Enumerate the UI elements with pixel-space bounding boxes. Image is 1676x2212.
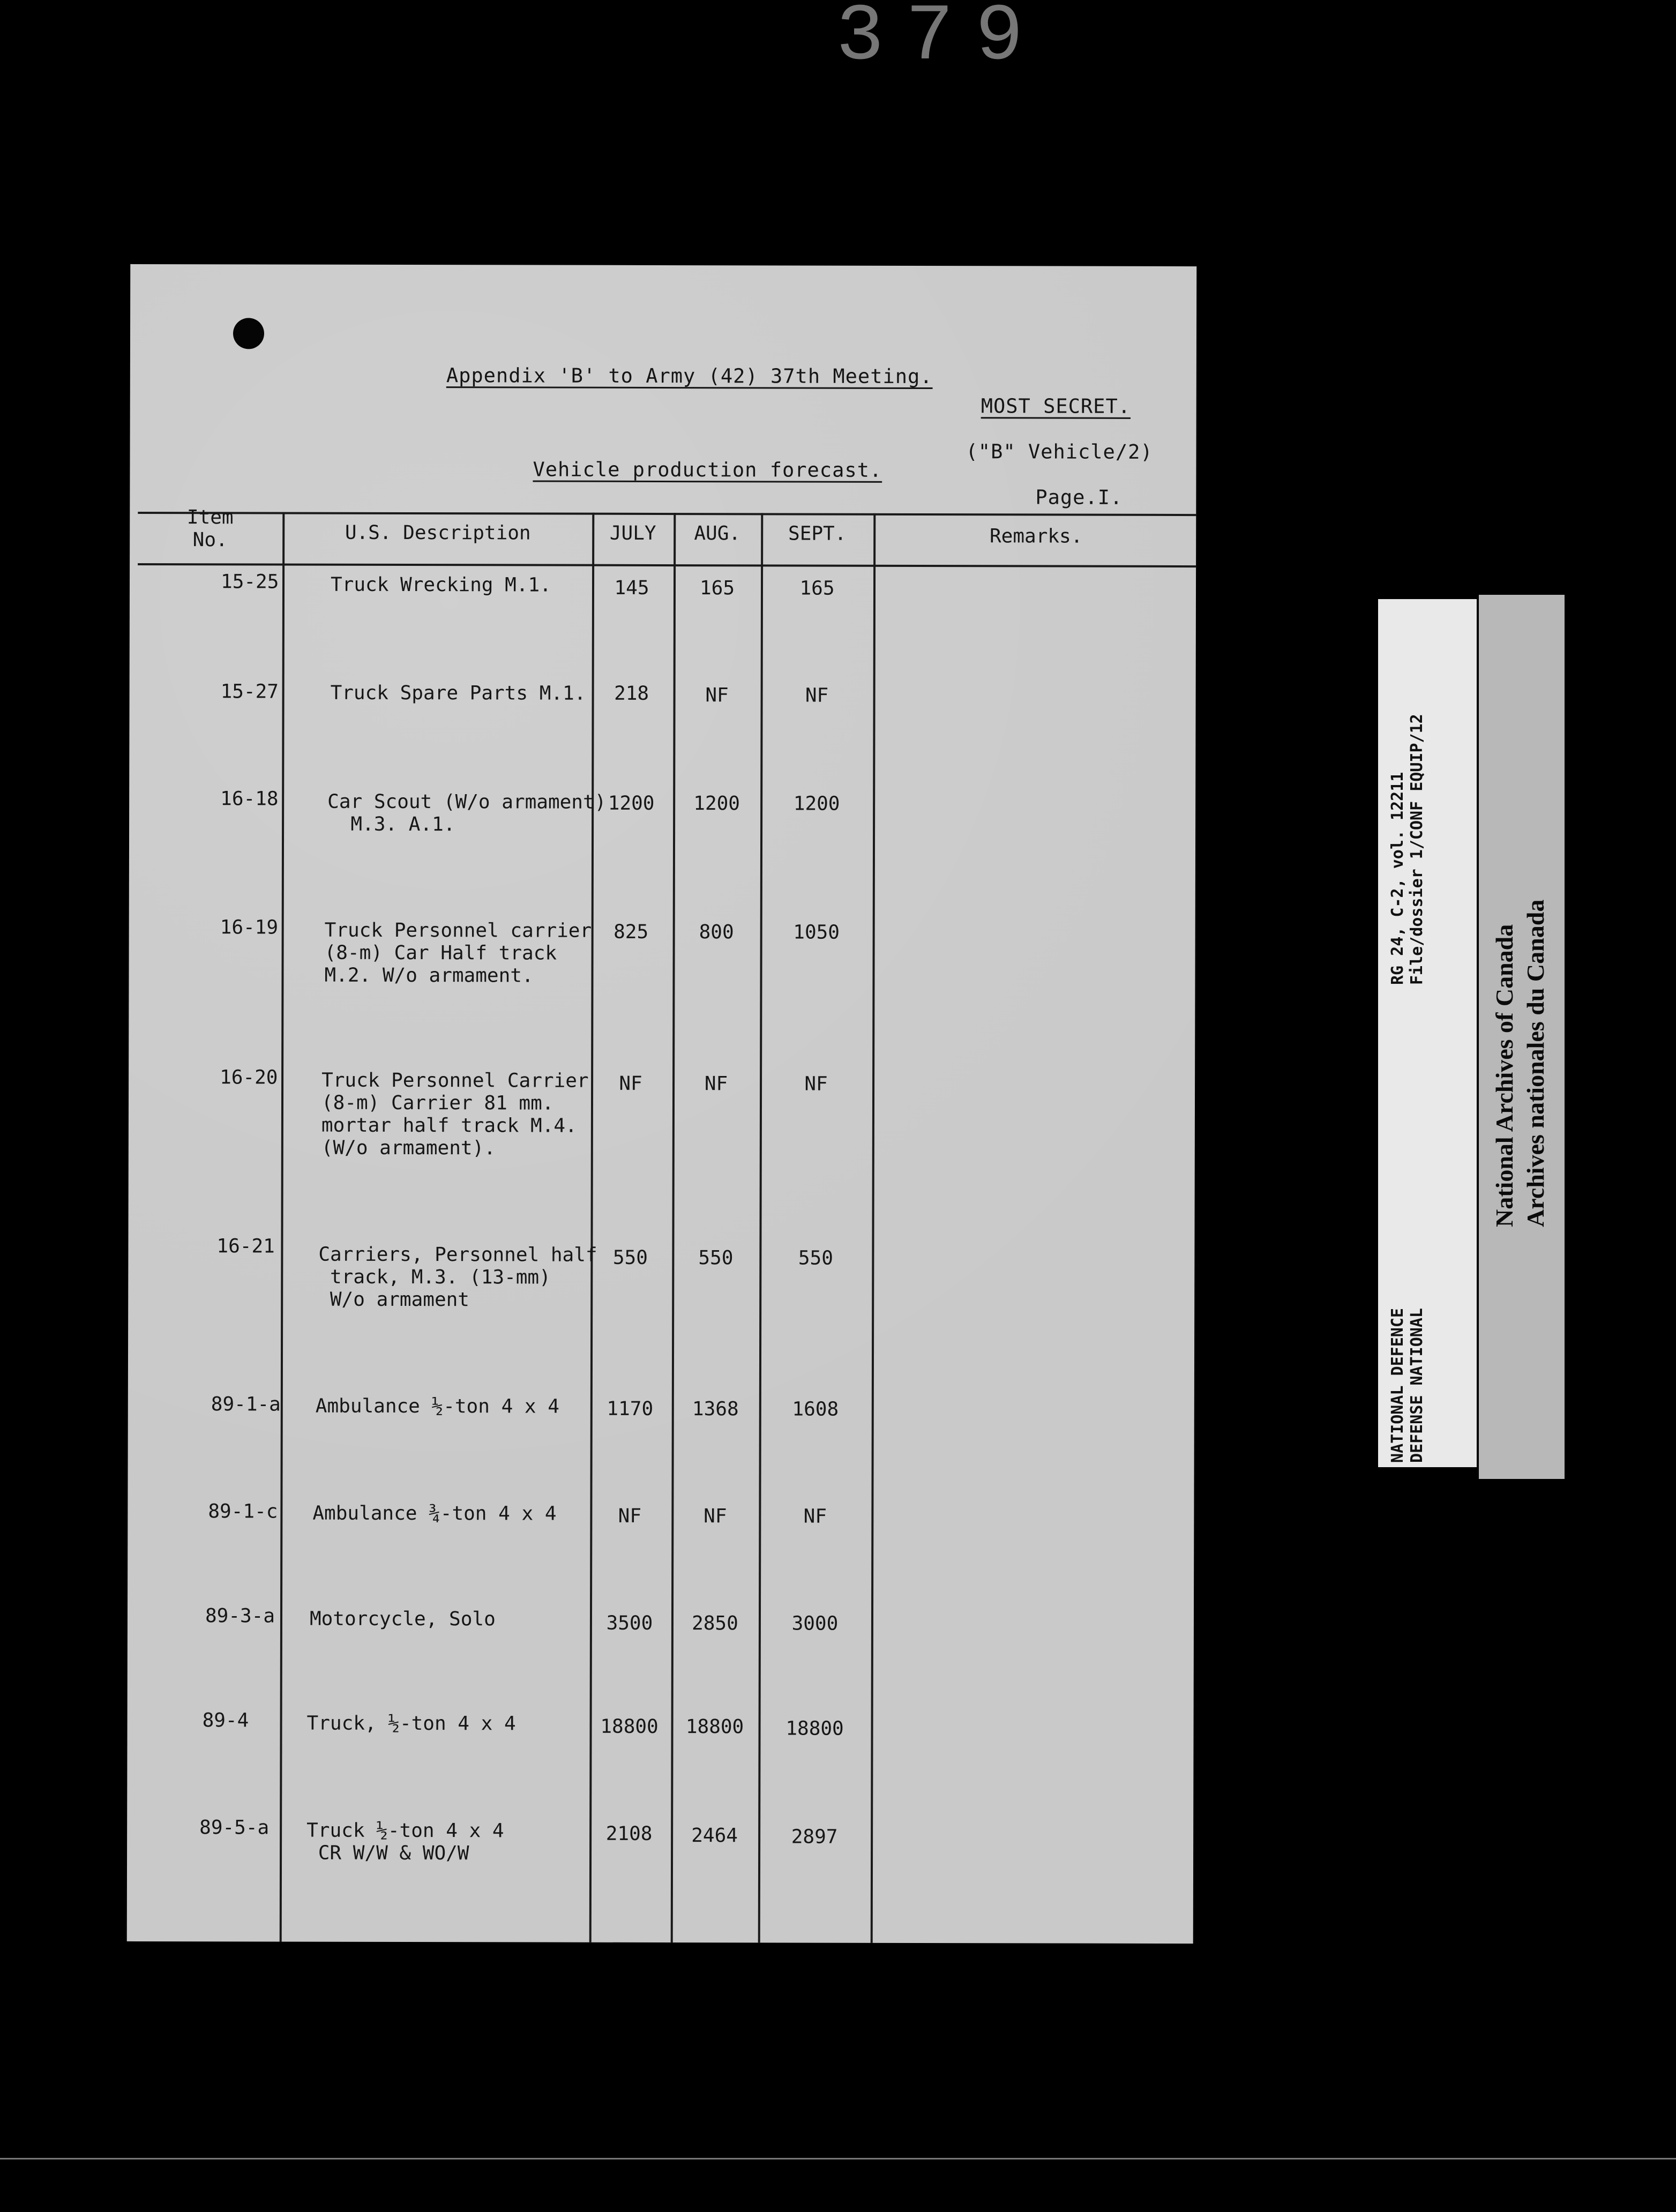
column-divider bbox=[280, 512, 285, 1942]
aug-value: NF bbox=[705, 684, 729, 707]
sept-value: 3000 bbox=[791, 1612, 839, 1635]
item-description: Car Scout (W/o armament) M.3. A.1. bbox=[327, 790, 607, 836]
item-description: Truck Spare Parts M.1. bbox=[330, 682, 586, 705]
document-title: Vehicle production forecast. bbox=[533, 458, 882, 482]
july-value: 1200 bbox=[608, 792, 655, 814]
column-header-aug: AUG. bbox=[694, 522, 741, 545]
item-number: 89-5-a bbox=[199, 1817, 270, 1839]
sept-value: 1200 bbox=[793, 793, 840, 815]
aug-value: 1368 bbox=[692, 1398, 739, 1421]
item-description: Truck ½-ton 4 x 4 CR W/W & WO/W bbox=[306, 1819, 504, 1865]
item-description: Truck Personnel Carrier (8-m) Carrier 81 mm. mortar half track M.4. (W/o armament). bbox=[321, 1069, 589, 1160]
column-divider bbox=[871, 513, 876, 1943]
item-number: 16-19 bbox=[220, 916, 279, 939]
aug-value: NF bbox=[704, 1073, 728, 1095]
item-number: 89-3-a bbox=[205, 1605, 275, 1627]
sept-value: 165 bbox=[799, 577, 835, 600]
column-header-description: U.S. Description bbox=[345, 521, 531, 544]
archive-reference-line-1: RG 24, C-2, vol. 12211 bbox=[1388, 772, 1407, 985]
table-top-rule bbox=[138, 512, 1196, 516]
july-value: 3500 bbox=[606, 1612, 653, 1634]
item-number: 16-18 bbox=[220, 788, 279, 810]
july-value: 18800 bbox=[600, 1715, 659, 1738]
item-number: 15-27 bbox=[220, 681, 279, 703]
item-description: Ambulance ¾-ton 4 x 4 bbox=[312, 1502, 557, 1525]
aug-value: 165 bbox=[699, 577, 735, 600]
july-value: NF bbox=[618, 1505, 642, 1527]
july-value: 825 bbox=[613, 921, 649, 943]
classification-label: MOST SECRET. bbox=[981, 394, 1131, 418]
item-number: 16-21 bbox=[216, 1235, 275, 1258]
item-description: Truck Wrecking M.1. bbox=[330, 573, 551, 596]
sept-value: NF bbox=[805, 684, 829, 707]
item-description: Carriers, Personnel half track, M.3. (13-mm) W/o armament bbox=[318, 1243, 597, 1311]
item-description: Ambulance ½-ton 4 x 4 bbox=[315, 1395, 560, 1418]
item-number: 16-20 bbox=[220, 1066, 278, 1089]
sept-value: 18800 bbox=[785, 1717, 844, 1740]
sept-value: NF bbox=[804, 1073, 828, 1095]
appendix-heading: Appendix 'B' to Army (42) 37th Meeting. bbox=[446, 364, 933, 388]
july-value: 550 bbox=[612, 1246, 648, 1269]
sept-value: 1050 bbox=[793, 921, 840, 944]
sept-value: 2897 bbox=[791, 1826, 838, 1848]
aug-value: NF bbox=[704, 1505, 727, 1528]
archives-label-french: Archives nationales du Canada bbox=[1522, 899, 1549, 1227]
archive-reference-stamp bbox=[1378, 599, 1477, 1467]
punch-hole bbox=[233, 318, 264, 349]
sept-value: 550 bbox=[798, 1247, 833, 1269]
aug-value: 550 bbox=[698, 1247, 734, 1269]
july-value: 218 bbox=[614, 682, 649, 705]
item-number: 15-25 bbox=[220, 571, 279, 593]
aug-value: 18800 bbox=[685, 1716, 744, 1738]
aug-value: 2464 bbox=[691, 1825, 738, 1847]
aug-value: 800 bbox=[699, 921, 734, 944]
column-header-sept: SEPT. bbox=[788, 522, 847, 545]
department-line-1: NATIONAL DEFENCE bbox=[1388, 1308, 1407, 1463]
column-header-item-no: Item No. bbox=[186, 506, 234, 551]
item-number: 89-4 bbox=[202, 1709, 249, 1732]
production-table bbox=[135, 506, 1196, 1944]
department-line-2: DEFENSE NATIONAL bbox=[1408, 1308, 1426, 1463]
microfilm-edge-line bbox=[0, 2158, 1676, 2159]
item-description: Motorcycle, Solo bbox=[309, 1608, 496, 1631]
july-value: 1170 bbox=[607, 1398, 654, 1420]
document-reference: ("B" Vehicle/2) bbox=[966, 440, 1153, 464]
column-header-remarks: Remarks. bbox=[989, 525, 1083, 548]
july-value: NF bbox=[619, 1072, 642, 1095]
aug-value: 1200 bbox=[693, 793, 740, 815]
sept-value: NF bbox=[803, 1505, 827, 1528]
header-bottom-rule bbox=[138, 563, 1196, 567]
archive-reference-line-2: File/dossier 1/CONF EQUIP/12 bbox=[1408, 714, 1426, 985]
national-archives-label bbox=[1479, 595, 1565, 1479]
item-description: Truck, ½-ton 4 x 4 bbox=[306, 1712, 516, 1735]
page-number: Page.I. bbox=[1035, 485, 1123, 509]
july-value: 145 bbox=[614, 577, 649, 599]
document-sheet bbox=[127, 264, 1197, 1944]
archives-label-english: National Archives of Canada bbox=[1491, 924, 1518, 1227]
item-number: 89-1-a bbox=[211, 1393, 281, 1416]
aug-value: 2850 bbox=[692, 1612, 738, 1635]
item-description: Truck Personnel carrier (8-m) Car Half track M.2. W/o armament. bbox=[324, 919, 592, 987]
item-number: 89-1-c bbox=[208, 1500, 278, 1523]
column-header-july: JULY bbox=[609, 522, 656, 544]
july-value: 2108 bbox=[605, 1822, 653, 1845]
microfilm-frame-number: 379 bbox=[835, 0, 1045, 75]
sept-value: 1608 bbox=[792, 1398, 839, 1421]
